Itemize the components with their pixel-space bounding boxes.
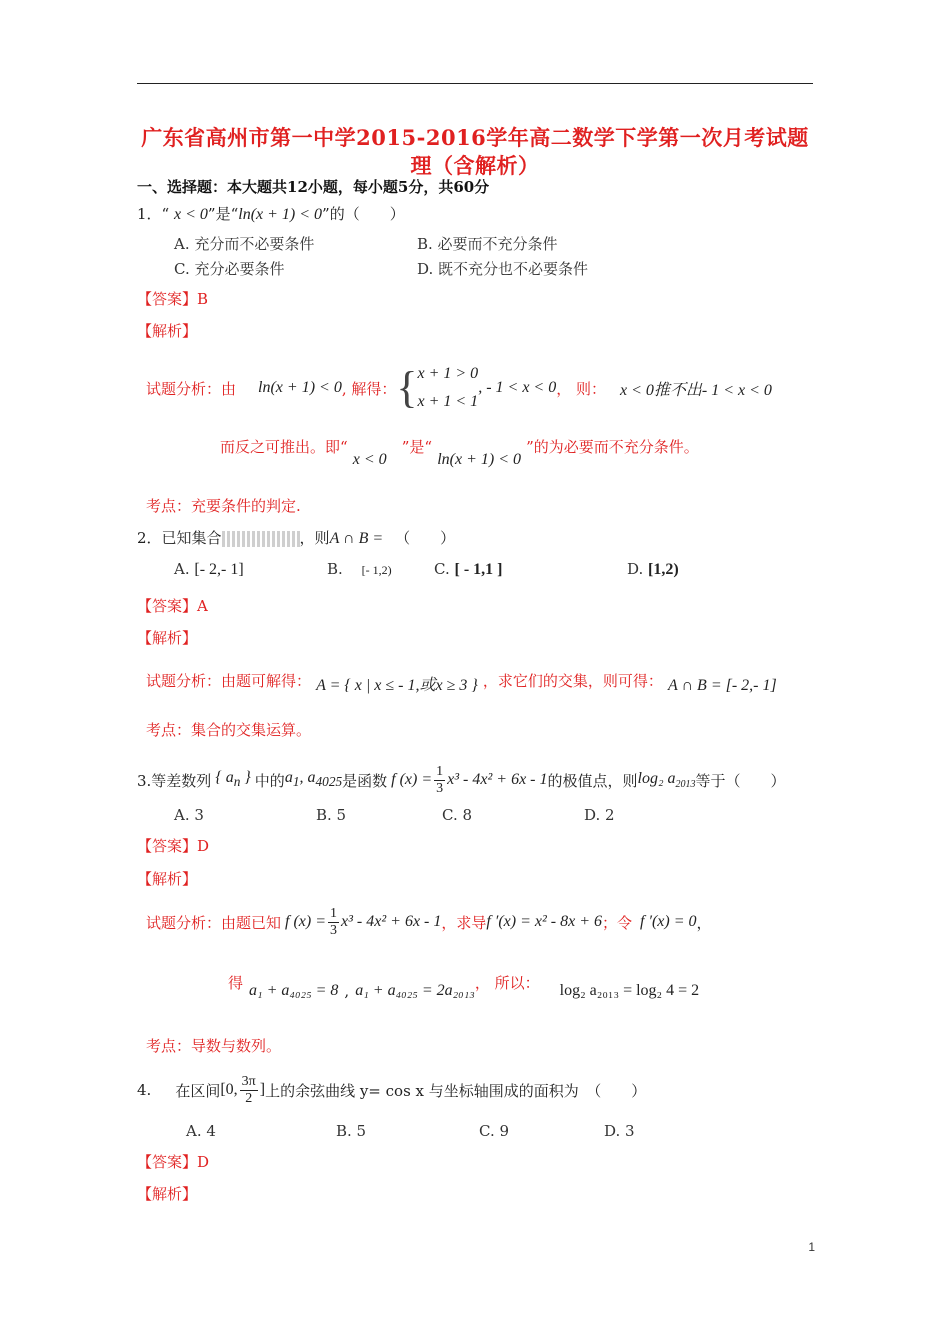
q3-option-b: B. 5 bbox=[316, 806, 347, 824]
answer-label: 【答案】 bbox=[137, 290, 198, 308]
q1-point: 考点：充要条件的判定. bbox=[146, 497, 301, 515]
q1-option-d: D. 既不充分也不必要条件 bbox=[417, 260, 589, 278]
q1-cond1: x < 0 bbox=[174, 206, 208, 223]
q4-interval-right: ] bbox=[259, 1081, 266, 1098]
q1-system-eq2: x + 1 < 1 bbox=[417, 393, 479, 410]
q3-analysis-line1 bbox=[146, 902, 712, 942]
q2-analysis bbox=[146, 668, 777, 694]
q2-option-d bbox=[627, 560, 679, 579]
q2-stem bbox=[137, 527, 455, 548]
q3-text-mid2: 是函数 bbox=[342, 771, 388, 790]
q4-option-b: B. 5 bbox=[336, 1122, 367, 1140]
q1-option-b: B. 必要而不充分条件 bbox=[417, 235, 558, 253]
q3-function: f (x) = bbox=[391, 771, 433, 788]
q2-analysis-a: 试题分析：由题可解得： bbox=[146, 672, 312, 690]
q3-text-mid1: 中的 bbox=[254, 771, 285, 790]
q3-log-sub: 2013 bbox=[675, 779, 696, 791]
doc-title-line1: 广东省高州市第一中学2015-2016学年高二数学下学第一次月考试题 bbox=[141, 125, 809, 150]
q2-option-d-label: D. bbox=[627, 560, 644, 578]
q4-option-a: A. 4 bbox=[186, 1122, 216, 1140]
q3-analysis-r2: a₁ + a₄₀₂₅ = 2a₂₀₁₃ bbox=[355, 981, 475, 999]
q2-answer bbox=[137, 595, 208, 616]
set-definition-image bbox=[222, 531, 300, 547]
q2-option-b bbox=[327, 560, 392, 578]
q4-interval-left: [0, bbox=[220, 1081, 238, 1098]
q1-quote: “ bbox=[161, 205, 170, 223]
q1-cond2: ln(x + 1) < 0 bbox=[238, 206, 323, 223]
q1-line2-c: ”的为必要而不充分条件。 bbox=[526, 438, 699, 456]
q4-text-a: 在区间 bbox=[175, 1081, 221, 1100]
page-number: 1 bbox=[808, 1240, 815, 1254]
q3-analysis-r1: a₁ + a₄₀₂₅ = 8 bbox=[249, 981, 339, 999]
q3-log-a: log₂ a bbox=[637, 769, 676, 787]
q1-analysis-ineq: ln(x + 1) < 0 bbox=[258, 379, 342, 396]
q1-number: 1． bbox=[137, 205, 162, 223]
q1-analysis-label: 【解析】 bbox=[137, 322, 198, 340]
q1-option-c: C. 充分必要条件 bbox=[174, 260, 285, 278]
q4-text-b: 上的余弦曲线 y= cos x 与坐标轴围成的面积为 （ ） bbox=[265, 1081, 647, 1100]
q3-analysis-b: ，求导 bbox=[441, 913, 487, 932]
q2-analysis-result: A ∩ B = [- 2,- 1] bbox=[668, 677, 777, 694]
q3-seq-end: } bbox=[240, 769, 251, 787]
q3-analysis-fx: f (x) = bbox=[285, 913, 327, 930]
q1-line2-b: ”是“ bbox=[401, 438, 433, 456]
answer-label: 【答案】 bbox=[137, 1153, 198, 1171]
q1-stem bbox=[137, 203, 405, 224]
q2-analysis-set: A = { x | x ≤ - 1,或x ≥ 3 } bbox=[316, 677, 478, 694]
q1-system-eq1: x + 1 > 0 bbox=[417, 365, 479, 382]
system-brace: { bbox=[396, 363, 418, 412]
q1-analysis-conclusion: x < 0推不出- 1 < x < 0 bbox=[620, 381, 772, 399]
q2-analysis-b: ，求它们的交集，则可得： bbox=[482, 672, 663, 690]
q2-option-a-label: A. bbox=[174, 560, 190, 578]
q3-frac-num: 1 bbox=[436, 763, 444, 779]
q3-number: 3.等差数列 bbox=[137, 771, 212, 790]
q4-option-d: D. 3 bbox=[604, 1122, 635, 1140]
q3-term-b: a bbox=[307, 769, 316, 787]
q3-point: 考点：导数与数列。 bbox=[146, 1037, 282, 1055]
answer-label: 【答案】 bbox=[137, 597, 198, 615]
q3-option-a: A. 3 bbox=[174, 806, 204, 824]
q2-option-d-value: [1,2) bbox=[648, 561, 679, 578]
q3-analysis-end: ， bbox=[696, 913, 712, 932]
q2-text-c: （ ） bbox=[395, 529, 456, 547]
q3-analysis-get: 得 bbox=[228, 974, 244, 992]
q3-option-c: C. 8 bbox=[442, 806, 473, 824]
q3-terms: $a_1$, $a_{4025}$ bbox=[284, 769, 343, 790]
q3-answer bbox=[137, 835, 209, 856]
q3-analysis-line2 bbox=[228, 974, 700, 1001]
q3-analysis-a: 试题分析：由题已知 bbox=[146, 913, 282, 932]
q3-seq-sub: n bbox=[233, 774, 241, 790]
q2-option-b-value: [- 1,2) bbox=[361, 563, 392, 577]
q3-log bbox=[638, 770, 696, 790]
q1-analysis-line2 bbox=[220, 436, 699, 468]
q3-analysis-fraction bbox=[328, 906, 339, 939]
q4-frac-num: 3π bbox=[241, 1073, 256, 1089]
q1-system bbox=[417, 360, 478, 416]
q1-line2-a: 而反之可推出。即“ bbox=[220, 438, 348, 456]
q1-answer-value: B bbox=[197, 290, 209, 308]
q2-option-c-label: C. bbox=[434, 560, 450, 578]
q2-option-b-label: B. bbox=[327, 560, 343, 578]
q3-answer-value: D bbox=[197, 837, 210, 855]
q1-option-a: A. 充分而不必要条件 bbox=[174, 235, 315, 253]
q2-intersection: A ∩ B = bbox=[329, 530, 384, 547]
q3-analysis-derivative: f ′(x) = x² - 8x + 6 bbox=[486, 913, 603, 930]
q2-option-c bbox=[434, 560, 502, 579]
q1-analysis-solve: , 解得： bbox=[341, 379, 397, 398]
q3-analysis-so: ， 所以： bbox=[474, 974, 540, 992]
q1-analysis-then: ， 则： bbox=[556, 379, 606, 398]
q2-answer-value: A bbox=[197, 597, 208, 615]
q3-analysis-frac-num: 1 bbox=[330, 905, 338, 921]
q3-analysis-comma: , bbox=[344, 981, 350, 1000]
doc-title-line2: 理（含解析） bbox=[410, 153, 540, 178]
q1-line2-math2: ln(x + 1) < 0 bbox=[437, 451, 521, 468]
q2-option-a-value: [- 2,- 1] bbox=[194, 561, 244, 578]
q2-analysis-label: 【解析】 bbox=[137, 629, 198, 647]
q1-text-c: ”的（ ） bbox=[322, 205, 405, 223]
q1-answer bbox=[137, 288, 208, 309]
q4-answer-value: D bbox=[197, 1153, 210, 1171]
q3-term-sub1: 1 bbox=[292, 774, 300, 790]
q4-fraction bbox=[240, 1074, 258, 1107]
q3-term-a: a bbox=[284, 769, 293, 787]
q3-fraction bbox=[434, 764, 445, 797]
answer-label: 【答案】 bbox=[137, 837, 198, 855]
q3-sequence bbox=[215, 769, 250, 790]
q4-analysis-label: 【解析】 bbox=[137, 1185, 198, 1203]
q3-analysis-zero: f ′(x) = 0 bbox=[640, 913, 697, 930]
q3-analysis-r3: log₂ a₂₀₁₃ = log₂ 4 = 2 bbox=[559, 981, 700, 999]
header-rule bbox=[137, 83, 813, 84]
q4-stem bbox=[137, 1068, 646, 1112]
q2-option-a bbox=[174, 560, 244, 579]
q1-text-b: ”是“ bbox=[207, 205, 239, 223]
q3-analysis-c: ；令 bbox=[602, 913, 633, 932]
q2-text-b: ，则 bbox=[299, 529, 330, 547]
q3-frac-den: 3 bbox=[436, 780, 444, 796]
q2-option-c-value: [ - 1,1 ] bbox=[454, 561, 503, 578]
q4-option-c: C. 9 bbox=[479, 1122, 510, 1140]
q3-option-d: D. 2 bbox=[584, 806, 615, 824]
q3-analysis-label: 【解析】 bbox=[137, 870, 198, 888]
q3-text-end: 等于（ ） bbox=[695, 771, 786, 790]
q3-term-sub2: 4025 bbox=[315, 774, 343, 790]
q4-number: 4. bbox=[137, 1081, 152, 1099]
q3-seq-a: { a bbox=[215, 769, 234, 787]
q1-analysis-line1 bbox=[146, 360, 772, 416]
q1-analysis-range: , - 1 < x < 0 bbox=[478, 379, 557, 396]
q3-stem bbox=[137, 760, 786, 800]
q1-analysis-prefix: 试题分析：由 bbox=[146, 379, 237, 398]
q3-analysis-frac-den: 3 bbox=[330, 922, 338, 938]
q4-answer bbox=[137, 1151, 209, 1172]
q1-line2-math1: x < 0 bbox=[352, 451, 387, 468]
section-heading: 一、选择题：本大题共12小题，每小题5分，共60分 bbox=[137, 178, 490, 196]
q3-analysis-poly: x³ - 4x² + 6x - 1 bbox=[341, 913, 442, 930]
q3-text-mid3: 的极值点，则 bbox=[547, 771, 638, 790]
q3-polynomial: x³ - 4x² + 6x - 1 bbox=[447, 771, 548, 788]
q4-frac-den: 2 bbox=[245, 1090, 253, 1106]
q2-point: 考点：集合的交集运算。 bbox=[146, 721, 312, 739]
q2-number: 2．已知集合 bbox=[137, 529, 222, 547]
